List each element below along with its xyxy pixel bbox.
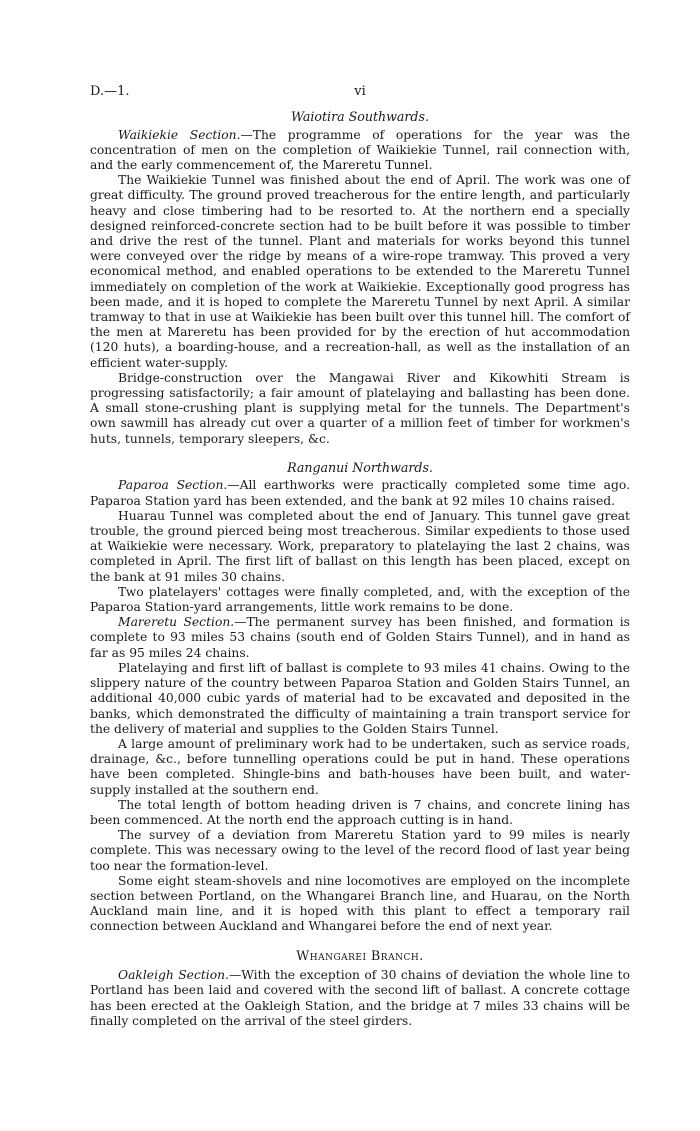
paragraph-text: —The permanent survey has been finished, and formation is complete to 93 miles 53 chains (south end of Golden Stairs Tunnel), and in hand as far as 95 miles 24 chains. — [90, 615, 630, 660]
paragraph-lead: Waikiekie Section. — [118, 127, 241, 142]
paragraph-lead: Oakleigh Section. — [118, 968, 229, 983]
paragraph: Bridge-construction over the Mangawai River and Kikowhiti Stream is progressing satisfactorily; a fair amount of platelaying and ballasting has been done. A small stone-crushing plant is supplying metal for the tunnels. The Department's own sawmill has already cut over a quarter of a million feet of timber for workmen's huts, tunnels, temporary sleepers, &c. — [90, 370, 630, 446]
paragraph: The total length of bottom heading driven is 7 chains, and concrete lining has been commenced. At the north end the approach cutting is in hand. — [90, 797, 630, 827]
document-page — [90, 84, 630, 1029]
paragraph-text: —The programme of operations for the year was the concentration of men on the completion of Waikiekie Tunnel, rail connection with, and the early commencement of, the Marеretu Tunnel. — [90, 127, 630, 172]
page-header — [90, 84, 630, 102]
page-number: vi — [354, 84, 366, 99]
paragraph: Two platelayers' cottages were finally completed, and, with the exception of the Paparoa Station-yard arrangements, little work remains to be done. — [90, 584, 630, 615]
section-heading: Waiotira Southwards. — [291, 109, 429, 124]
paragraph-text: —With the exception of 30 chains of deviation the whole line to Portland has been laid and covered with the second lift of ballast. A concrete cottage has been erected at the Oakleigh Station, and the bridge at 7 miles 33 chains will be finally completed on the arrival of the steel girders. — [90, 968, 630, 1028]
paragraph — [90, 478, 630, 508]
paragraph: Some eight steam-shovels and nine locomotives are employed on the incomplete section between Portland, on the Whangarei Branch line, and Huarau, on the North Auckland main line, and it is hoped with this plant to effect a temporary rail connection between Auckland and Whangarei before the end of next year. — [90, 873, 630, 934]
paragraph: The Waikiekie Tunnel was finished about the end of April. The work was one of great difficulty. The ground proved treacherous for the entire length, and particularly heavy and close timbering had to be resorted to. At the northern end a specially designed reinforced-concrete section had to be built before it was possible to timber and drive the rest of the tunnel. Plant and materials for works beyond this tunnel were conveyed over the ridge by means of a wire-rope tramway. This proved a very economical method, and enabled operations to be extended to the Mareretu Tunnel immediately on completion of the work at Waikiekie. Exceptionally good progress has been made, and it is hoped to complete the Mareretu Tunnel by next April. A similar tramway to that in use at Waikiekie has been built over this tunnel hill. The comfort of the men at Mareretu has been provided for by the erection of hut accommodation (120 huts), a boarding-house, and a recreation-hall, as well as the installation of an efficient water-supply. — [90, 173, 630, 370]
paragraph — [90, 128, 630, 174]
paragraph: The survey of a deviation from Mareretu Station yard to 99 miles is nearly complete. This was necessary owing to the level of the record flood of last year being too near the formation-level. — [90, 828, 630, 873]
paragraph-text: —All earthworks were practically completed some time ago. Paparoa Station yard has been extended, and the bank at 92 miles 10 chains raised. — [90, 478, 630, 508]
paragraph-lead: Paparoa Section. — [118, 478, 228, 493]
paragraph: Huarau Tunnel was completed about the end of January. This tunnel gave great trouble, the ground pierced being most treacherous. Similar expedients to those used at Waikiekie were necessary. Work, preparatory to platelaying the last 2 chains, was completed in April. The first lift of ballast on this length has been placed, except on the bank at 91 miles 30 chains. — [90, 508, 630, 584]
paragraph: Platelaying and first lift of ballast is complete to 93 miles 41 chains. Owing to the slippery nature of the country between Paparoa Station and Golden Stairs Tunnel, an additional 40,000 cubic yards of material had to be excavated and deposited in the banks, which demonstrated the difficulty of maintaining a train transport service for the delivery of material and supplies to the Golden Stairs Tunnel. — [90, 660, 630, 736]
paragraph: A large amount of preliminary work had to be undertaken, such as service roads, drainage, &c., before tunnelling operations could be put in hand. These operations have been completed. Shingle-bins and bath-houses have been built, and water-supply installed at the southern end. — [90, 736, 630, 797]
paragraph-lead: Mareretu Section. — [118, 615, 235, 630]
paragraph — [90, 615, 630, 661]
section-waiotira — [90, 108, 630, 447]
paragraph — [90, 968, 630, 1029]
section-whangarei — [90, 947, 630, 1029]
section-heading: Whangarei Branch. — [296, 947, 424, 963]
page-reference: D.—1. — [90, 84, 130, 99]
section-ranganui — [90, 459, 630, 935]
section-heading: Ranganui Northwards. — [287, 459, 433, 475]
